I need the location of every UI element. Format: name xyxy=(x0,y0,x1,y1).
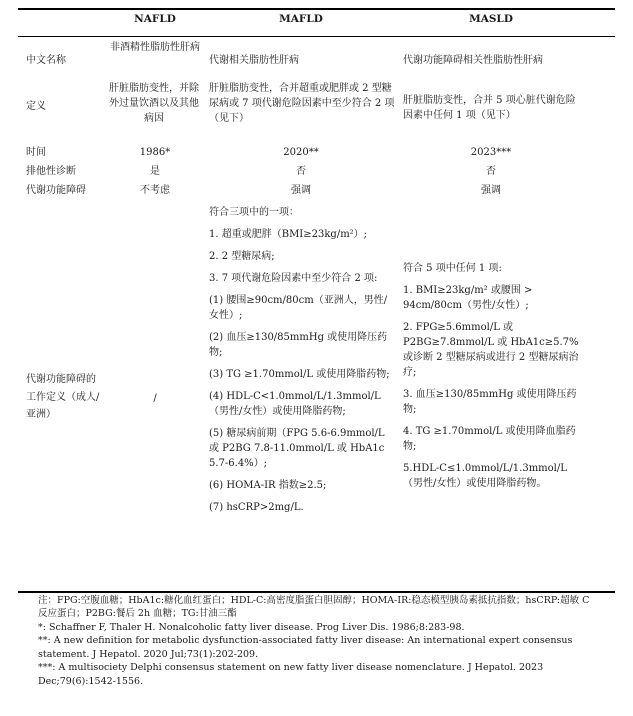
mafld-definition: 肝脏脂肪变性，合并超重或肥胖或 2 型糖尿病或 7 项代谢危险因素中至少符合 2 项（见下） xyxy=(209,83,395,124)
mafld-criteria-item: (7) hsCRP>2mg/L. xyxy=(209,502,304,513)
mafld-criteria-item: (3) TG ≥1.70mmol/L 或使用降脂药物; xyxy=(209,369,390,380)
masld-metabolic: 强调 xyxy=(481,185,501,196)
masld-criteria-intro: 符合 5 项中任何 1 项: xyxy=(403,263,502,274)
table-top-rule xyxy=(18,8,615,10)
label-criteria: 代谢功能障碍的工作定义（成人/亚洲） xyxy=(26,374,100,420)
mafld-criteria-item: (2) 血压≥130/85mmHg 或使用降压药物; xyxy=(209,332,388,358)
masld-cn-name: 代谢功能障碍相关性脂肪性肝病 xyxy=(403,55,543,66)
nafld-definition: 肝脏脂肪变性，并除外过量饮酒以及其他病因 xyxy=(109,83,199,124)
mafld-time: 2020** xyxy=(283,147,319,158)
label-time: 时间 xyxy=(26,147,46,158)
nafld-cn-name: 非酒精性脂肪性肝病 xyxy=(110,42,200,53)
label-cn-name: 中文名称 xyxy=(26,55,66,66)
mafld-exclusive: 否 xyxy=(296,166,306,177)
mafld-criteria-list xyxy=(209,205,395,522)
reference-3: ***: A multisociety Delphi consensus statement on new fatty liver disease nomenclature. J Hepatol. 2023 Dec;79(6):1542-1556. xyxy=(38,662,544,687)
mafld-criteria-item: (5) 糖尿病前期（FPG 5.6-6.9mmol/L 或 P2BG 7.8-11.0mmol/L 或 HbA1c 5.7-6.4%）; xyxy=(209,428,385,469)
nafld-criteria: / xyxy=(153,393,157,404)
mafld-criteria-item: 3. 7 项代谢危险因素中至少符合 2 项: xyxy=(209,273,378,284)
masld-time: 2023*** xyxy=(470,147,512,158)
mafld-criteria-item: (4) HDL-C<1.0mmol/L/1.3mmol/L（男性/女性）或使用降脂药物; xyxy=(209,391,381,417)
masld-criteria-item: 3. 血压≥130/85mmHg 或使用降压药物; xyxy=(403,389,577,415)
masld-criteria-item: 5.HDL-C≤1.0mmol/L/1.3mmol/L（男性/女性）或使用降脂药物。 xyxy=(403,463,567,489)
nafld-time: 1986* xyxy=(139,147,171,158)
col-header-nafld: NAFLD xyxy=(134,13,176,25)
masld-criteria-item: 2. FPG≥5.6mmol/L 或 P2BG≥7.8mmol/L 或 HbA1c≥5.7% 或诊断 2 型糖尿病或进行 2 型糖尿病治疗; xyxy=(403,322,579,378)
label-definition: 定义 xyxy=(26,101,46,112)
mafld-criteria-item: 2. 2 型糖尿病; xyxy=(209,251,275,262)
table-notes xyxy=(38,594,598,688)
col-header-masld: MASLD xyxy=(469,13,513,25)
abbreviation-note: 注：FPG:空腹血糖；HbA1c:糖化血红蛋白；HDL-C:高密度脂蛋白胆固醇；HOMA-IR:稳态模型胰岛素抵抗指数；hsCRP:超敏 C 反应蛋白；P2BG:餐后 2h 血糖；TG:甘油三酯 xyxy=(38,595,590,620)
table-header-rule xyxy=(18,36,615,37)
masld-definition: 肝脏脂肪变性，合并 5 项心脏代谢危险因素中任何 1 项（见下） xyxy=(403,95,576,121)
mafld-criteria-item: (1) 腰围≥90cm/80cm（亚洲人，男性/女性）; xyxy=(209,295,388,321)
reference-2: **: A new definition for metabolic dysfunction-associated fatty liver disease: An international expert consensus statement. J Hepatol. 2020 Jul;73(1):202-209. xyxy=(38,635,573,660)
masld-criteria-list xyxy=(403,261,581,498)
table-bottom-rule xyxy=(18,591,615,593)
mafld-metabolic: 强调 xyxy=(291,185,311,196)
mafld-criteria-item: (6) HOMA-IR 指数≥2.5; xyxy=(209,480,327,491)
nafld-exclusive: 是 xyxy=(150,166,160,177)
masld-criteria-item: 1. BMI≥23kg/m² 或腰围 > 94cm/80cm（男性/女性）; xyxy=(403,285,533,311)
mafld-criteria-item: 1. 超重或肥胖（BMI≥23kg/m²）; xyxy=(209,229,368,240)
reference-1: *: Schaffner F, Thaler H. Nonalcoholic fatty liver disease. Prog Liver Dis. 1986;8:283-98. xyxy=(38,621,465,633)
mafld-criteria-intro: 符合三项中的一项： xyxy=(209,207,299,218)
mafld-cn-name: 代谢相关脂肪性肝病 xyxy=(209,55,299,66)
nafld-metabolic: 不考虑 xyxy=(140,185,170,196)
label-metabolic: 代谢功能障碍 xyxy=(26,185,86,196)
masld-exclusive: 否 xyxy=(486,166,496,177)
masld-criteria-item: 4. TG ≥1.70mmol/L 或使用降血脂药物; xyxy=(403,426,576,452)
col-header-mafld: MAFLD xyxy=(279,13,323,25)
label-exclusive: 排他性诊断 xyxy=(26,166,76,177)
